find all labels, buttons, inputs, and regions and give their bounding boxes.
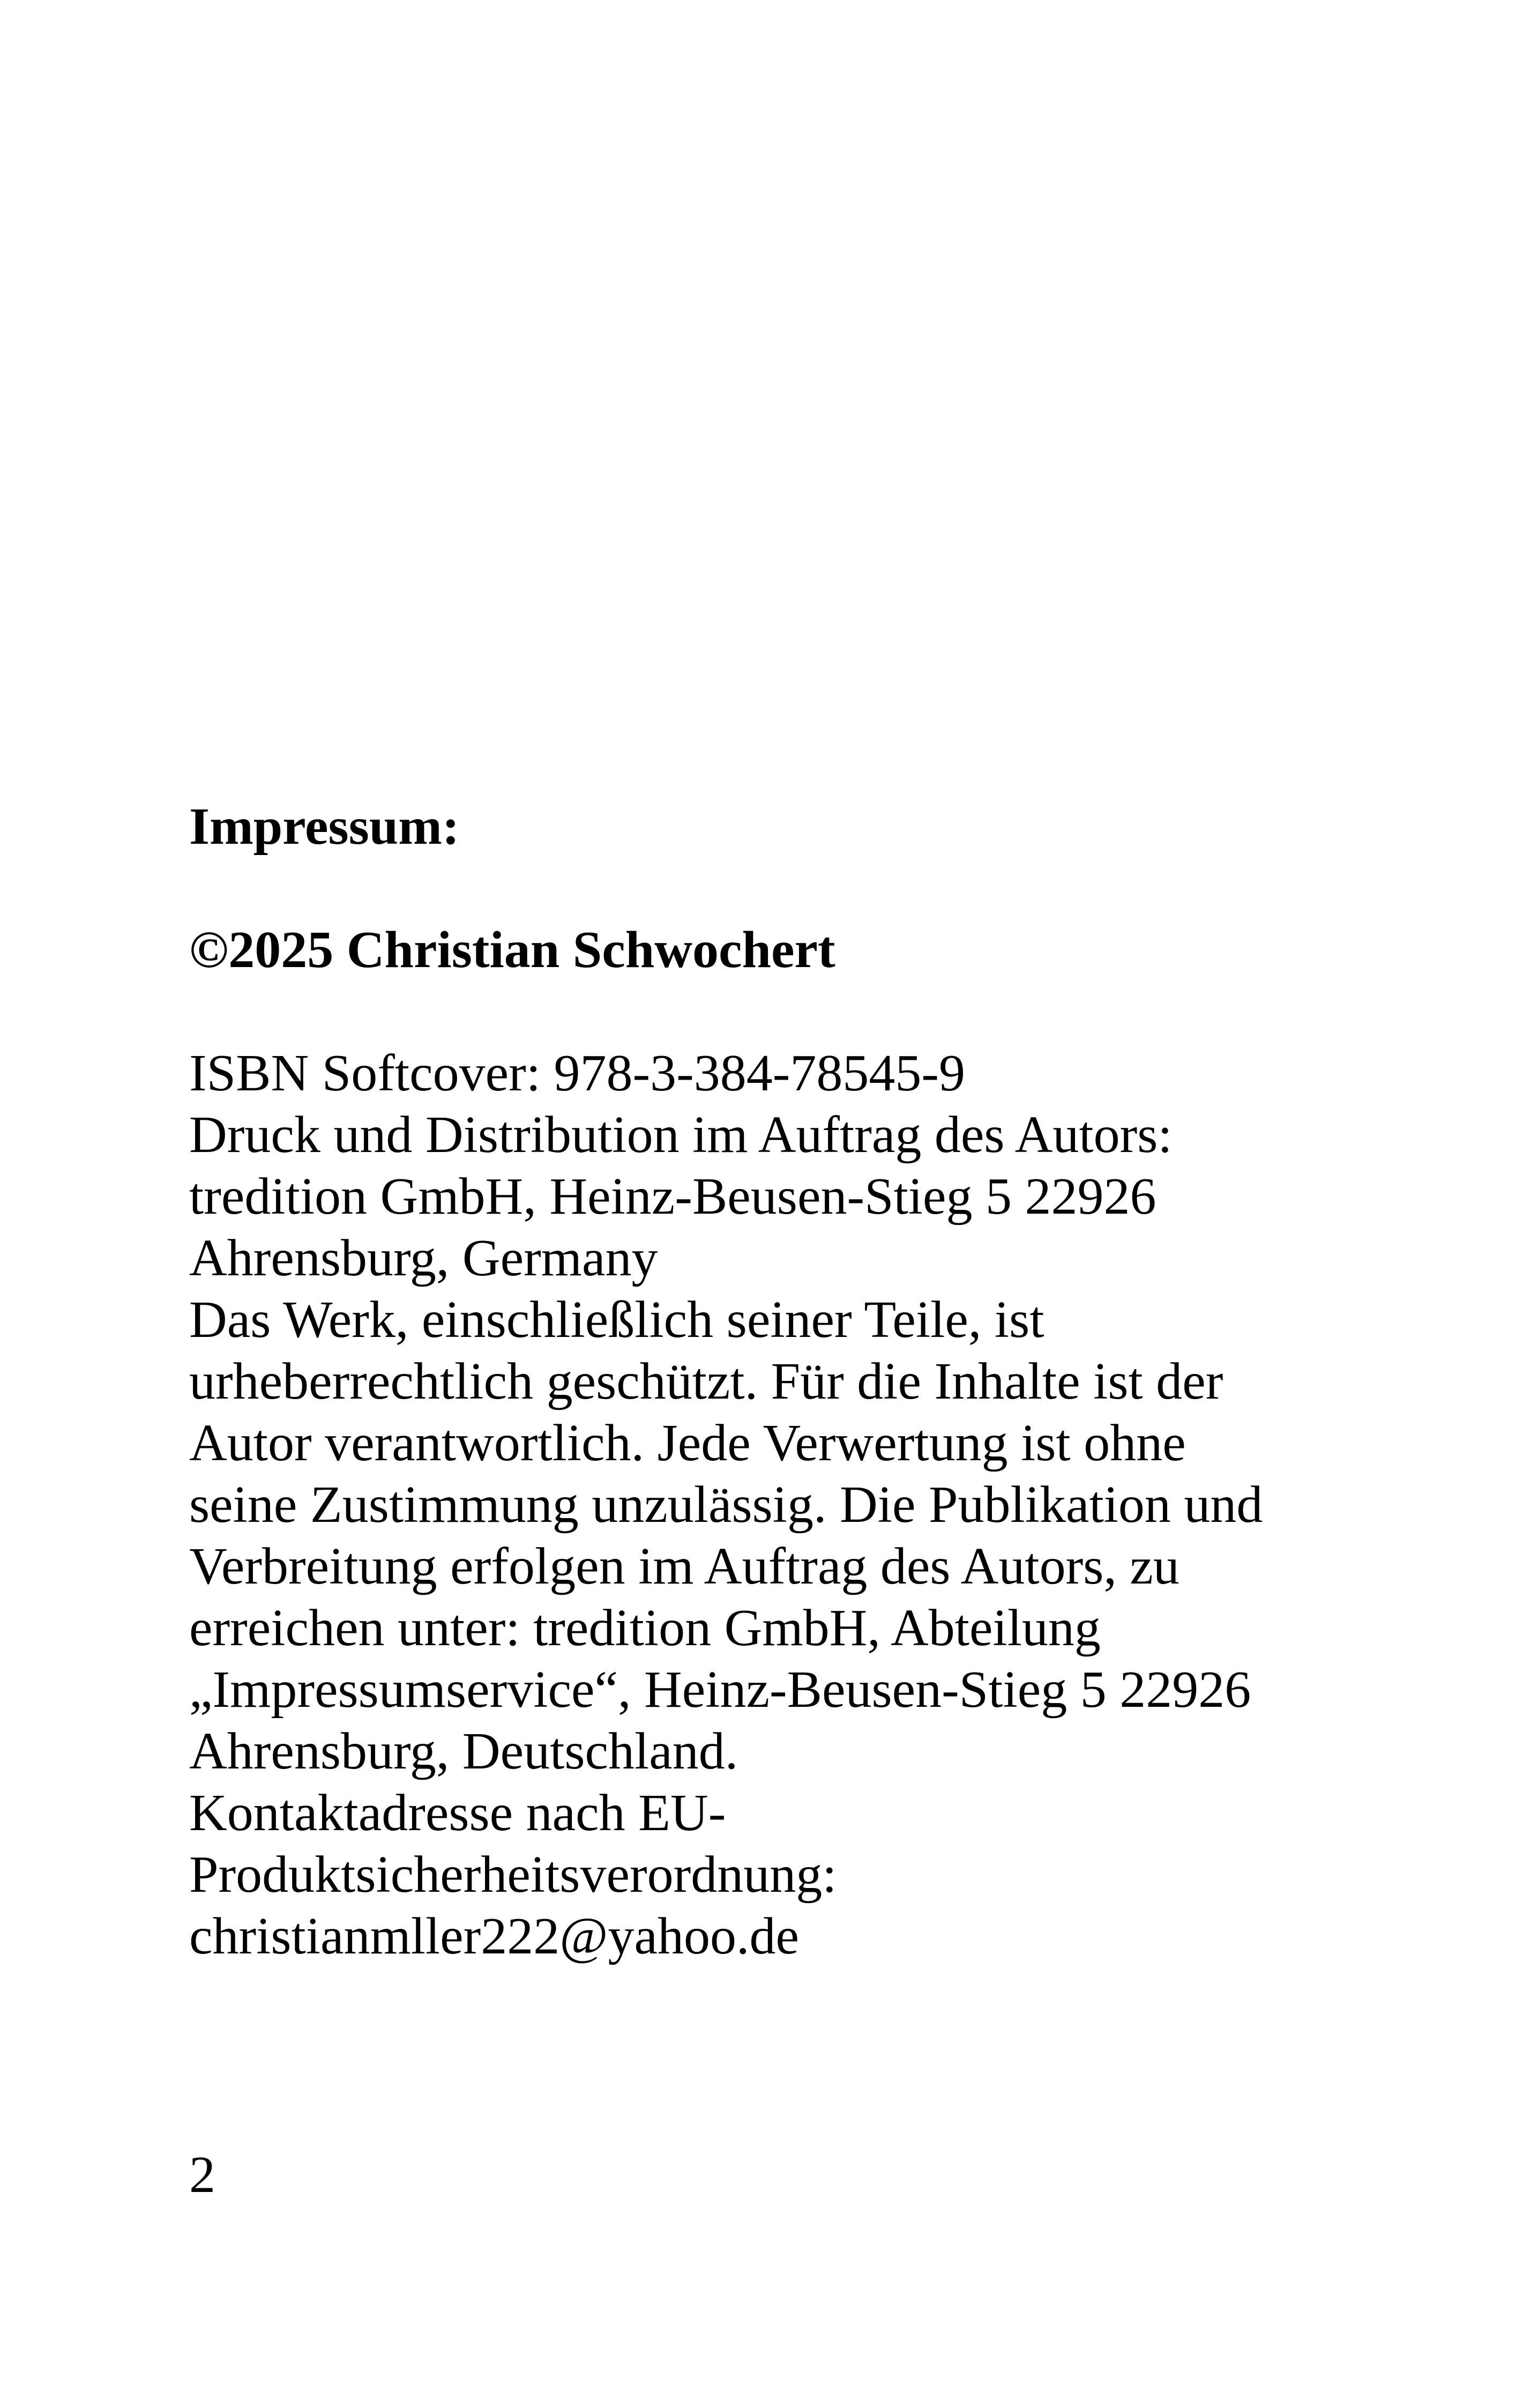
page-number: 2 [189,2146,215,2204]
publication-notice-line: erreichen unter: tredition GmbH, Abteilung [189,1599,1101,1657]
contact-label-line: Produktsicherheitsverordnung: [189,1846,837,1904]
publication-notice-line: Ahrensburg, Deutschland. [189,1722,738,1780]
print-distribution-line: Druck und Distribution im Auftrag des Autors: [189,1106,1173,1164]
impressum-section [189,796,1395,1967]
impressum-body [189,1043,1395,1967]
publisher-city-line: Ahrensburg, Germany [189,1229,658,1287]
copyright-line: ©2025 Christian Schwochert [189,921,835,979]
contact-label-line: Kontaktadresse nach EU- [189,1784,726,1842]
contact-email: christianmller222@yahoo.de [189,1907,800,1965]
publication-notice-line: Verbreitung erfolgen im Auftrag des Autors, zu [189,1537,1179,1595]
copyright-notice-line: urheberrechtlich geschützt. Für die Inhalte ist der [189,1352,1223,1410]
impressum-heading: Impressum: [189,798,460,856]
publication-notice-line: „Impressumservice“, Heinz-Beusen-Stieg 5 22926 [189,1661,1251,1719]
copyright-notice-line: seine Zustimmung unzulässig. Die Publikation und [189,1476,1263,1534]
publisher-address-line: tredition GmbH, Heinz-Beusen-Stieg 5 22926 [189,1168,1156,1225]
isbn-line: ISBN Softcover: 978-3-384-78545-9 [189,1044,966,1102]
copyright-notice-line: Autor verantwortlich. Jede Verwertung ist ohne [189,1414,1186,1472]
copyright-notice-line: Das Werk, einschließlich seiner Teile, ist [189,1291,1044,1349]
